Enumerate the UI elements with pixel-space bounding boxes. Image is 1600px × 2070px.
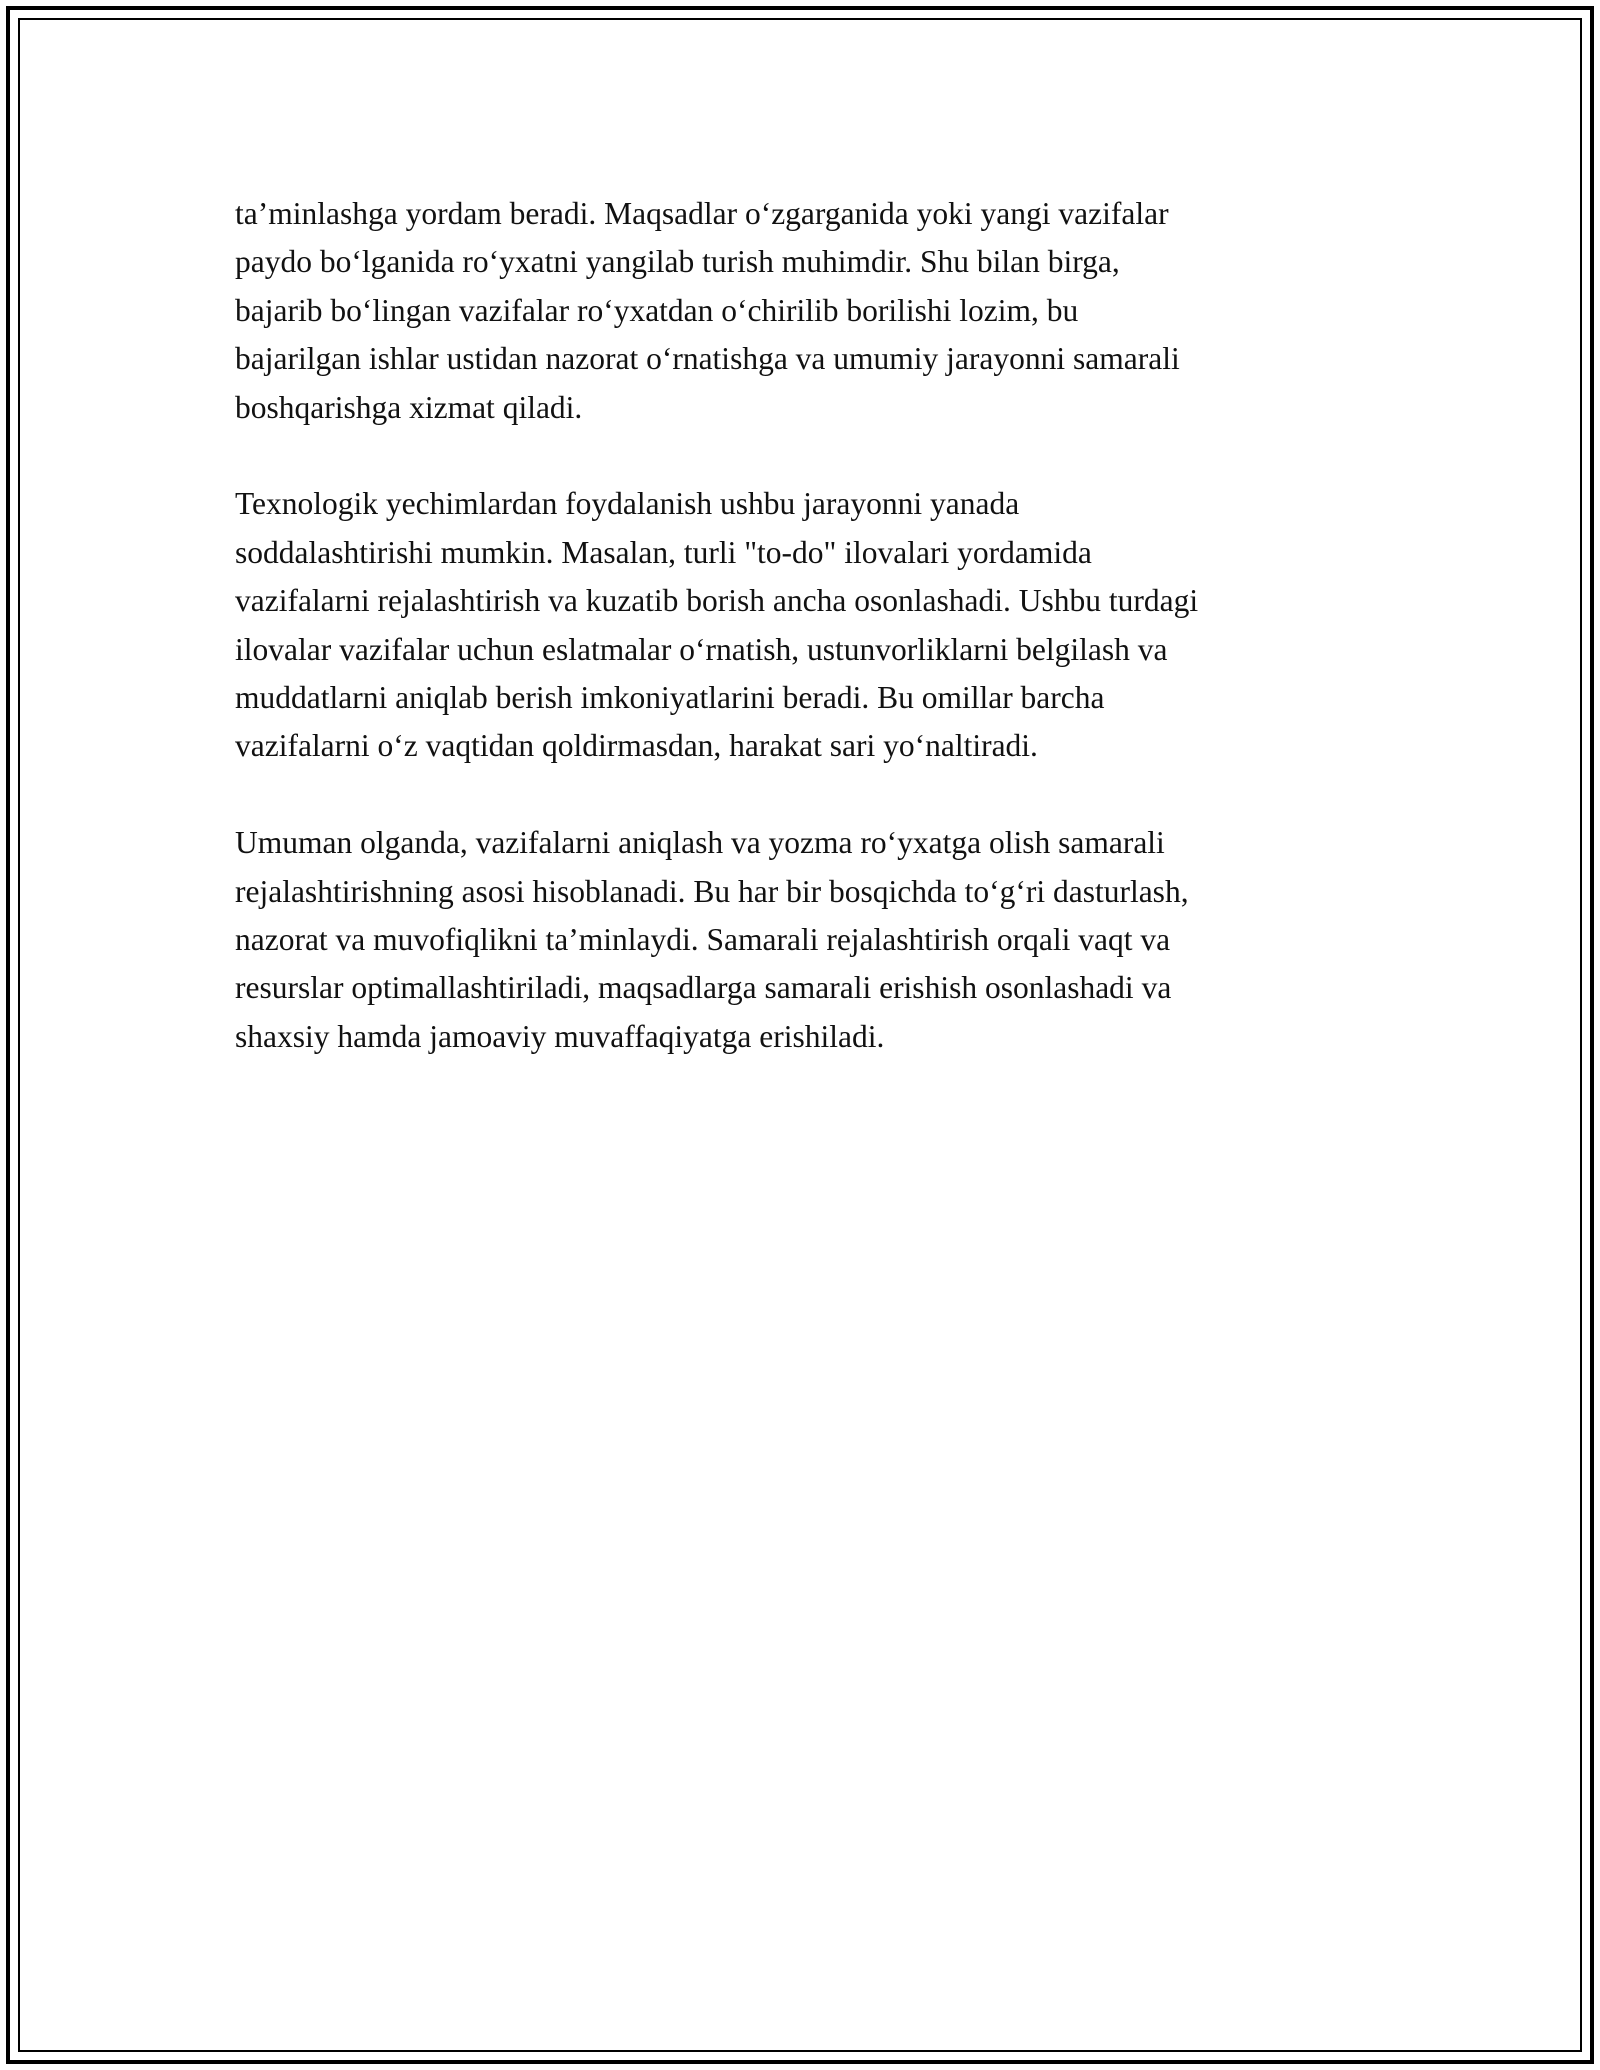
text-line: vazifalarni o‘z vaqtidan qoldirmasdan, harakat sari yo‘naltiradi. [235,728,1038,764]
text-line: bajarib bo‘lingan vazifalar ro‘yxatdan o‘chirilib borilishi lozim, bu [235,292,1079,328]
text-line: paydo bo‘lganida ro‘yxatni yangilab turish muhimdir. Shu bilan birga, [235,244,1120,280]
paragraph-2 [235,480,1370,770]
document-body [235,190,1370,1110]
text-line: muddatlarni aniqlab berish imkoniyatlarini beradi. Bu omillar barcha [235,680,1105,716]
text-line: resurslar optimallashtiriladi, maqsadlarga samarali erishish osonlashadi va [235,970,1172,1006]
paragraph-1 [235,190,1370,432]
text-line: vazifalarni rejalashtirish va kuzatib borish ancha osonlashadi. Ushbu turdagi [235,583,1199,619]
text-line: shaxsiy hamda jamoaviy muvaffaqiyatga erishiladi. [235,1018,885,1054]
text-line: nazorat va muvofiqlikni ta’minlaydi. Samarali rejalashtirish orqali vaqt va [235,922,1171,958]
text-line: soddalashtirishi mumkin. Masalan, turli "to-do" ilovalari yordamida [235,534,1092,570]
text-line: Texnologik yechimlardan foydalanish ushbu jarayonni yanada [235,486,1020,522]
text-line: ta’minlashga yordam beradi. Maqsadlar o‘zgarganida yoki yangi vazifalar [235,196,1169,231]
text-line: Umuman olganda, vazifalarni aniqlash va yozma ro‘yxatga olish samarali [235,825,1165,861]
text-line: rejalashtirishning asosi hisoblanadi. Bu har bir bosqichda to‘g‘ri dasturlash, [235,873,1189,909]
text-line: ilovalar vazifalar uchun eslatmalar o‘rnatish, ustunvorliklarni belgilash va [235,631,1168,667]
text-line: bajarilgan ishlar ustidan nazorat o‘rnatishga va umumiy jarayonni samarali [235,341,1180,377]
text-line: boshqarishga xizmat qiladi. [235,389,583,425]
paragraph-3 [235,819,1370,1061]
